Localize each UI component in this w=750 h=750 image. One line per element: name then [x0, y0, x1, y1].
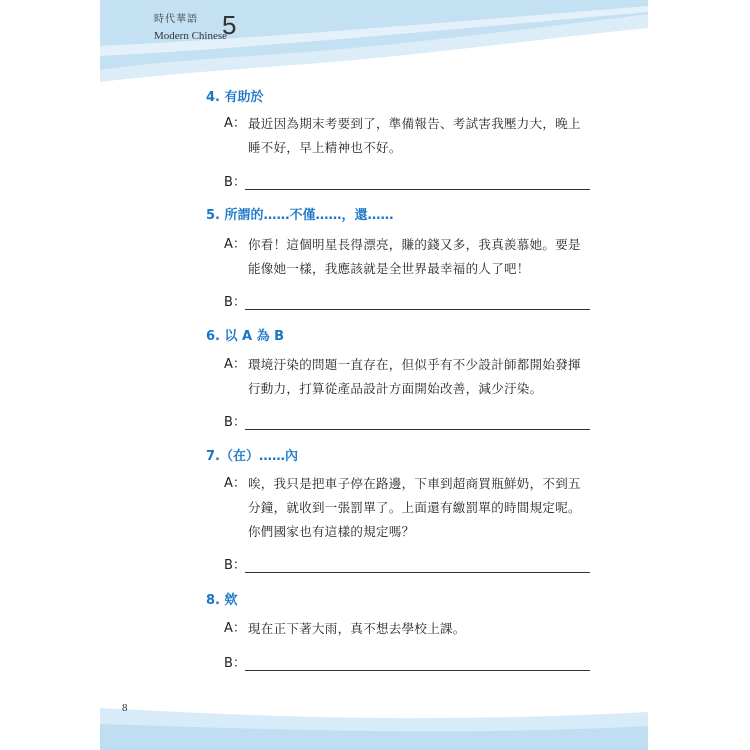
volume-number: 5 — [222, 10, 237, 40]
answer-line[interactable] — [245, 670, 590, 671]
answer-line[interactable] — [245, 572, 590, 573]
item-title: 8. 欸 — [206, 593, 238, 608]
speaker-a-label: A： — [224, 357, 246, 372]
item-title: 7.（在）……內 — [206, 449, 298, 464]
speaker-b-label: B： — [224, 558, 246, 573]
speaker-b-label: B： — [224, 656, 246, 671]
answer-line[interactable] — [245, 429, 590, 430]
speaker-b-label: B： — [224, 415, 246, 430]
dialogue-a-text: 現在正下著大雨，真不想去學校上課。 — [248, 621, 466, 636]
textbook-page — [100, 0, 648, 750]
item-title: 4. 有助於 — [206, 90, 264, 105]
series-header — [154, 14, 227, 43]
item-title: 5. 所謂的……不僅……，還…… — [206, 208, 394, 223]
footer-wave-decoration — [100, 690, 648, 750]
dialogue-a-text: 環境汙染的問題一直存在，但似乎有不少設計師都開始發揮行動力，打算從產品設計方面開始改善，減少汙染。 — [248, 357, 581, 396]
speaker-a-label: A： — [224, 237, 246, 252]
answer-line[interactable] — [245, 189, 590, 190]
series-title-english: Modern Chinese — [154, 30, 228, 42]
speaker-b-label: B： — [224, 175, 246, 190]
speaker-a-label: A： — [224, 116, 246, 131]
item-title: 6. 以 A 為 B — [206, 329, 285, 344]
dialogue-a-text: 最近因為期末考要到了，準備報告、考試害我壓力大，晚上睡不好，早上精神也不好。 — [248, 116, 581, 155]
answer-line[interactable] — [245, 309, 590, 310]
page-number: 8 — [122, 702, 128, 714]
dialogue-a-text: 你看！這個明星長得漂亮，賺的錢又多，我真羨慕她。要是能像她一樣，我應該就是全世界最幸福的人了吧！ — [248, 237, 581, 276]
speaker-a-label: A： — [224, 476, 246, 491]
series-title-chinese: 時代華語 — [154, 14, 198, 25]
dialogue-a-text: 唉，我只是把車子停在路邊，下車到超商買瓶鮮奶，不到五分鐘，就收到一張罰單了。上面還有繳罰單的時間規定呢。你們國家也有這樣的規定嗎？ — [248, 476, 581, 539]
speaker-a-label: A： — [224, 621, 246, 636]
speaker-b-label: B： — [224, 295, 246, 310]
